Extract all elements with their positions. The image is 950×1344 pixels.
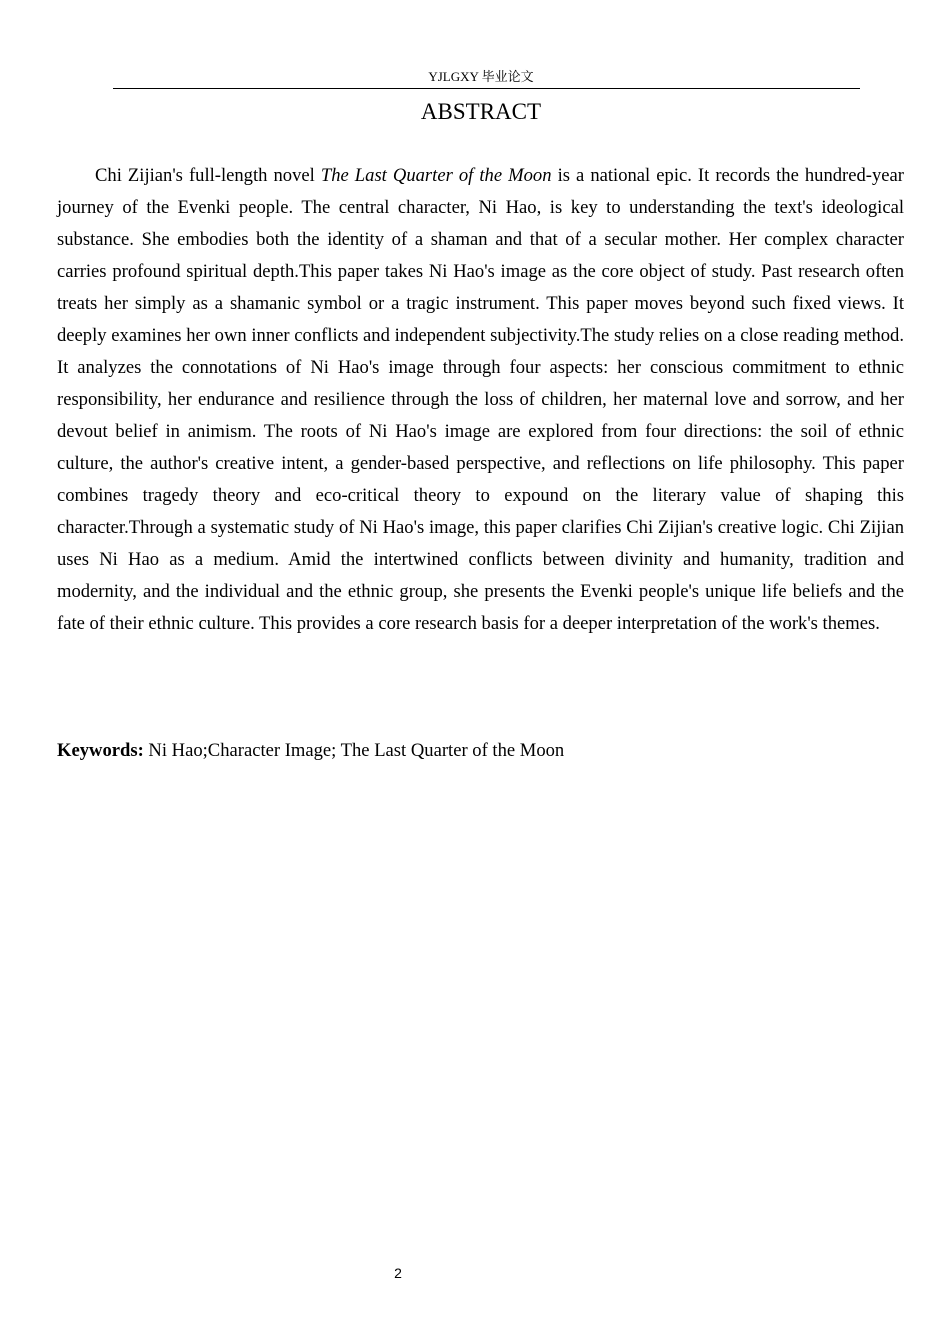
- header-rule: [113, 88, 860, 89]
- keywords-line: [57, 735, 904, 767]
- abstract-lead: Chi Zijian's full-length novel: [95, 165, 321, 186]
- page-title: ABSTRACT: [420, 99, 542, 124]
- keywords-label: Keywords:: [57, 740, 144, 761]
- running-header: YJLGXY 毕业论文: [428, 69, 534, 84]
- abstract-paragraph: [57, 160, 904, 640]
- novel-title: The Last Quarter of the Moon: [320, 165, 552, 186]
- page-number: 2: [394, 1265, 402, 1281]
- keywords-value: Ni Hao;Character Image; The Last Quarter of the Moon: [143, 740, 565, 761]
- abstract-body-text: is a national epic. It records the hundred-year journey of the Evenki people. The central character, Ni Hao, is key to understanding the text's ideological substance. She embodies both the identity of a shaman and that of a secular mother. Her complex character carries profound spiritual depth.This paper takes Ni Hao's image as the core object of study. Past research often treats her simply as a shamanic symbol or a tragic instrument. This paper moves beyond such fixed views. It deeply examines her own inner conflicts and independent subjectivity.The study relies on a close reading method. It analyzes the connotations of Ni Hao's image through four aspects: her conscious commitment to ethnic responsibility, her endurance and resilience through the loss of children, her maternal love and sorrow, and her devout belief in animism. The roots of Ni Hao's image are explored from four directions: the soil of ethnic culture, the author's creative intent, a gender-based perspective, and reflections on life philosophy. This paper combines tragedy theory and eco-critical theory to expound on the literary value of shaping this character.Through a systematic study of Ni Hao's image, this paper clarifies Chi Zijian's creative logic. Chi Zijian uses Ni Hao as a medium. Amid the intertwined conflicts between divinity and humanity, tradition and modernity, and the individual and the ethnic group, she presents the Evenki people's unique life beliefs and the fate of their ethnic culture. This provides a core research basis for a deeper interpretation of the work's themes.: [57, 165, 904, 634]
